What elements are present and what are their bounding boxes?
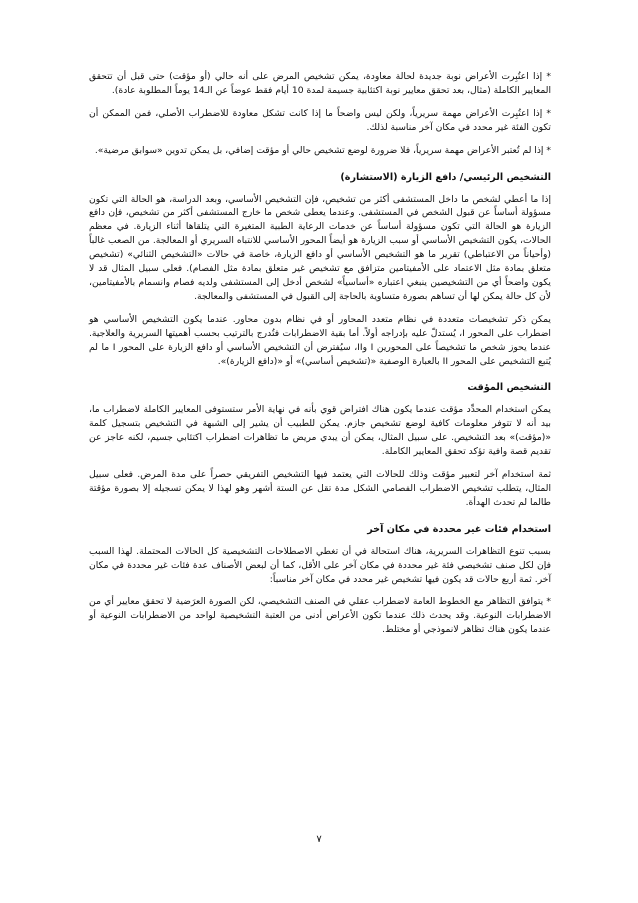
- paragraph-principal-diagnosis: إذا ما أعطي لشخص ما داخل المستشفى أكثر من تشخيص، فإن التشخيص الأساسي، وبعد الدراسة، هو الحالة التي تكون مسؤولة أساساً عن قبول الشخص في المستشفى. وعندما يعطى شخص ما خارج المستشفى أكثر من تشخيص، فإن دافع الزيارة هو الحالة التي تكون مسؤولة أساساً عن خدمات الرعاية الطبية المتغيرة التي يتلقاها أثناء الزيارة. في معظم الحالات، يكون التشخيص الأساسي أو سبب الزيارة هو أيضاً المحور الأساسي للانتباه السريري أو المعالجة. من الصعب غالباً (وأحياناً من الاعتباطي) تقرير ما هو التشخيص الأساسي أو دافع الزيارة، خاصة في حالات «التشخيص الثنائي» (تشخيص متعلق بمادة مثل الاعتماد على الأمفيتامين متزافق مع تشخيص غير متعلق بمادة مثل الفصام). فعلى سبيل المثال قد لا يكون واضحاً أي من التشخيصين ينبغي اعتباره «أساسياً» لشخص أدخل إلى المستشفى ولديه فصام وانسمام بالأمفيتامين، لأن كل حالة يمكن لها أن تساهم بصورة متساوية بالحاجة إلى القبول في المستشفى والمعالجة.: [89, 193, 551, 302]
- paragraph-nos-case-one: * يتوافق التظاهر مع الخطوط العامة لاضطراب عقلي في الصنف التشخيصي، لكن الصورة العرَضية لا تحقق معايير أي من الاضطرابات النوعية. وقد يحدث ذلك عندما تكون الأعراض أدنى من العتبة التشخيصية لواحد من الاضطرابات النوعية أو عندما يكون هناك تظاهر لانموذجي أو مختلط.: [89, 596, 551, 636]
- heading-nos-categories: استخدام فئات غير محددة في مكان آخر: [367, 523, 551, 535]
- paragraph-multiple-diagnoses: يمكن ذكر تشخيصات متعددة في نظام متعدد المحاور أو في نظام بدون محاور. عندما يكون التشخيص الأساسي هو اضطراب على المحور I، يُستدلّ عليه بإدراجه أولاً. أما بقية الاضطرابات فتُدرج بالترتيب بحسب أهميتها السريرية والعلاجية. عندما يحوز شخص ما تشخيصاً على المحورين I وII، سيُفترض أن التشخيص الأساسي أو دافع الزيارة على المحور I ما لم يُتبع التشخيص على المحور II بالعبارة الوصفية «(تشخيص أساسي)» أو «(دافع الزيارة)».: [89, 313, 551, 367]
- heading-principal-diagnosis: التشخيص الرئيسي/ دافع الزيارة (الاستشارة): [340, 171, 551, 183]
- page-number: ٧: [316, 834, 322, 845]
- paragraph-provisional-duration: ثمة استخدام آخر لتعبير مؤقت وذلك للحالات التي يعتمد فيها التشخيص التفريقي حصراً على مدة المرض. فعلى سبيل المثال، يتطلب تشخيص الاضطراب الفصامي الشكل مدة تقل عن الستة أشهر وهو لهذا لا يمكن تسجيله إلا بصورة مؤقتة طالما لم تحدث الهدأة.: [89, 469, 551, 508]
- heading-provisional-diagnosis: التشخيص المؤقت: [467, 382, 551, 394]
- paragraph-unclear-recurrence: * إذا اعتُبِرت الأعراض مهمة سريرياً، ولكن ليس واضحاً ما إذا كانت تشكل معاودة للاضطراب الأصلي، فمن الممكن أن تكون الفئة غير محدد في مكان آخر مناسبة لذلك.: [89, 107, 551, 133]
- paragraph-not-clinically-significant: * إذا لم تُعتبر الأعراض مهمة سريرياً، فلا ضرورة لوضع تشخيص حالي أو مؤقت إضافي، بل يمكن تدوين «سوابق مرضية».: [94, 144, 551, 156]
- paragraph-provisional-specifier: يمكن استخدام المحدِّد مؤقت عندما يكون هناك افتراض قوي بأنه في نهاية الأمر ستستوفى المعايير الكاملة لاضطراب ما، بيد أنه لا تتوفر معلومات كافية لوضع تشخيص جازم. يمكن للطبيب أن يشير إلى الشبهة في التشخيص بتسجيل كلمة «(مؤقت)» بعد التشخيص. على سبيل المثال، يمكن أن يبدي مريض ما تظاهرات اضطراب اكتئابي جسيم، لكنه عاجز عن تقديم قصة وافية تؤكد تحقق المعايير الكاملة.: [89, 404, 551, 458]
- paragraph-nos-intro: بسبب تنوع التظاهرات السريرية، هناك استحالة في أن تغطي الاصطلاحات التشخيصية كل الحالات المحتملة. لهذا السبب فإن لكل صنف تشخيصي فئة غير محددة في مكان آخر على الأقل، كما أن لبعض الأصناف عدة فئات غير محددة في مكان آخر. ثمة أربع حالات قد يكون فيها تشخيص غير محدد في مكان آخر مناسباً:: [89, 545, 551, 585]
- body-text: [89, 70, 551, 646]
- paragraph-recurrence-new-episode: * إذا اعتُبِرت الأعراض نوبة جديدة لحالة معاودة، يمكن تشخيص المرض على أنه حالي (أو مؤقت) حتى قبل أن تتحقق المعايير الكاملة (مثال، بعد تحقق معايير نوبة اكتئابية جسيمة لمدة 10 أيام فقط عوضاً عن الـ14 يوماً المطلوبة عادة).: [89, 71, 551, 96]
